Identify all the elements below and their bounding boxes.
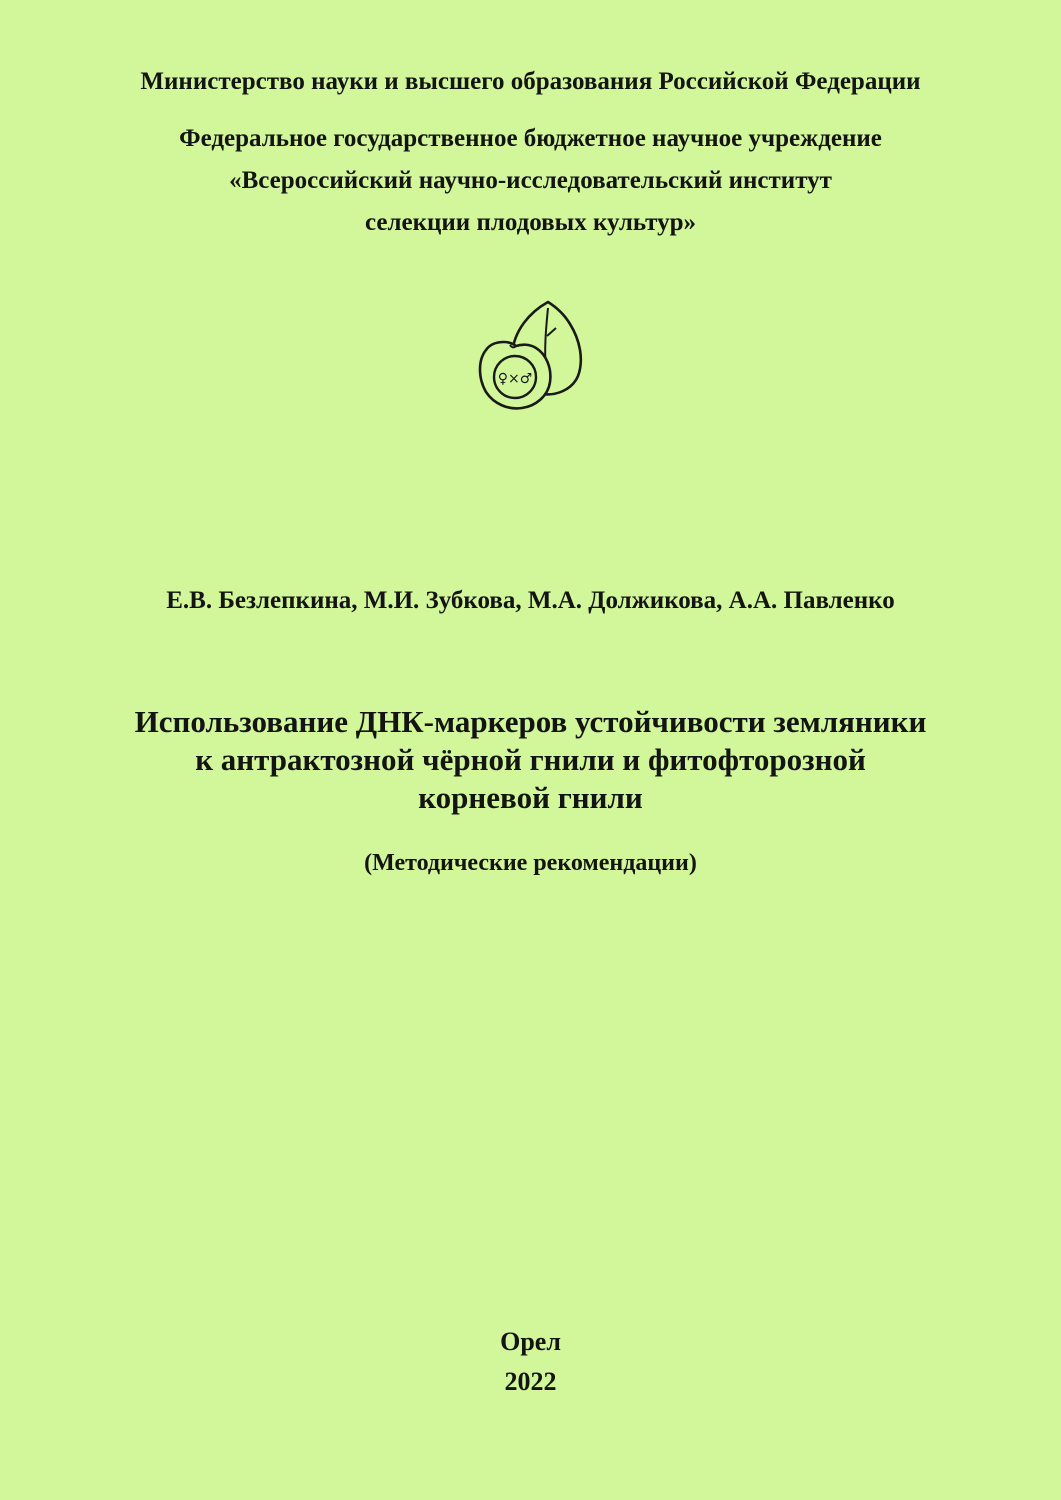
institution-line-1: Федеральное государственное бюджетное научное учреждение [179,125,882,152]
cross-symbol: ♀×♂ [497,371,533,387]
ministry-heading: Министерство науки и высшего образования Российской Федерации [140,68,921,95]
leaf-and-fruit-logo-icon [470,298,590,416]
authors: Е.В. Безлепкина, М.И. Зубкова, М.А. Должикова, А.А. Павленко [166,587,895,614]
institution-line-3: селекции плодовых культур» [364,209,697,236]
subtitle: (Методические рекомендации) [364,850,697,876]
title-line-3: корневой гнили [418,780,643,815]
institution-name [0,118,1061,244]
institution-line-2: «Всероссийский научно-исследовательский институт [229,167,832,194]
year: 2022 [504,1367,557,1396]
city: Орел [500,1327,561,1356]
book-title [0,703,1061,817]
title-line-2: к антрактозной чёрной гнили и фитофторозной [195,742,866,777]
title-line-1: Использование ДНК-маркеров устойчивости земляники [134,704,927,739]
